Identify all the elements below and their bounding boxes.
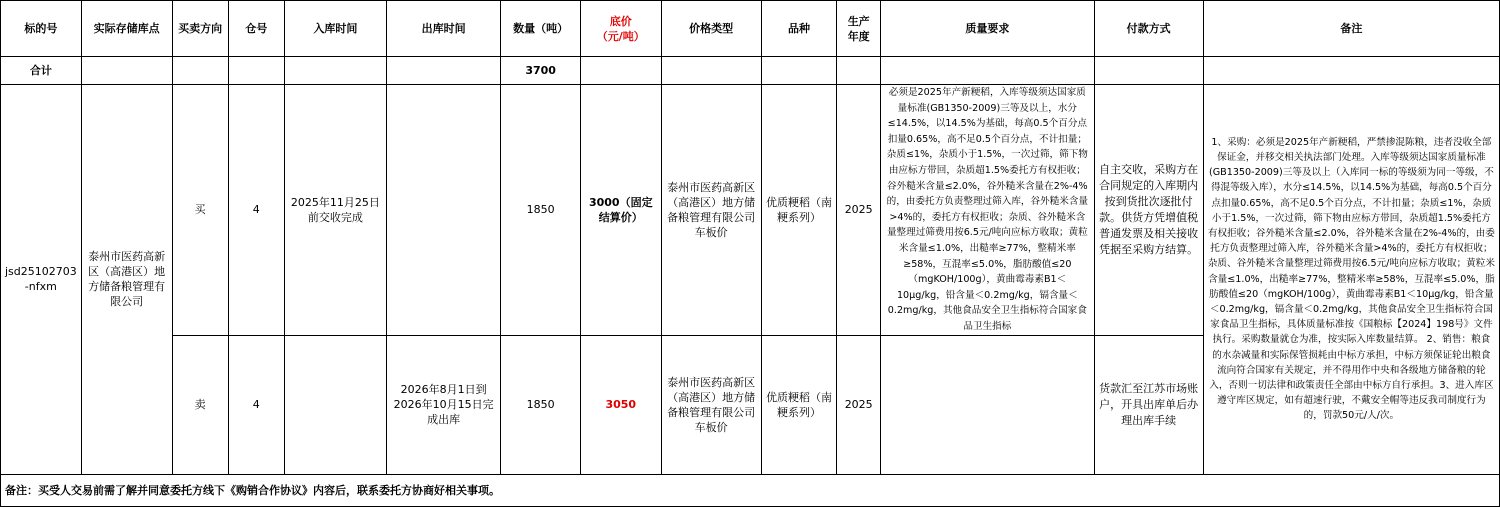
buy-row: [1, 85, 1500, 336]
buy-bin-no: 4: [228, 85, 284, 336]
header-variety: 品种: [761, 1, 837, 57]
total-empty-cell: [1203, 57, 1499, 85]
total-empty-cell: [386, 57, 500, 85]
header-in-time: 入库时间: [284, 1, 386, 57]
quality-requirements: 必须是2025年产新粳稻，入库等级须达国家质量标准(GB1350-2009)三等及以上，水分≤14.5%，以14.5%为基础，每高0.5个百分点扣量0.65%，高不足0.5个百分点，不计扣量；杂质≤1%，杂质小于1.5%，一次过筛，筛下物由应标方带回，杂质超1.5%委托方有权拒收；谷外糙米含量≤2.0%，谷外糙米含量在2%-4%的，由委托方负责整理过筛入库，谷外糙米含量>4%的，委托方有权拒收；杂质、谷外糙米含量整理过筛费用按6.5元/吨向应标方收取；黄粒米含量≤1.0%，出糙率≥77%，整精米率≥58%，互混率≤5.0%，脂肪酸值≤20（mgKOH/100g），黄曲霉毒素B1＜10μg/kg，铅含量＜0.2mg/kg，镉含量＜0.2mg/kg，其他食品安全卫生指标符合国家食品卫生指标: [881, 85, 1094, 336]
footer-note: 备注：买受人交易前需了解并同意委托方线下《购销合作协议》内容后，联系委托方协商好相关事项。: [1, 474, 1500, 506]
header-quality: 质量要求: [881, 1, 1094, 57]
total-empty-cell: [580, 57, 661, 85]
header-out-time: 出库时间: [386, 1, 500, 57]
total-label: 合计: [1, 57, 82, 85]
total-empty-cell: [761, 57, 837, 85]
header-prod-year-line1: 生产: [847, 14, 870, 28]
header-prod-year-line2: 年度: [847, 29, 870, 43]
sell-in-time: [284, 335, 386, 474]
buy-direction: 买: [172, 85, 228, 336]
total-empty-cell: [661, 57, 761, 85]
header-quantity: 数量（吨）: [501, 1, 581, 57]
buy-variety: 优质粳稻（南粳系列）: [761, 85, 837, 336]
header-warehouse: 实际存储库点: [81, 1, 172, 57]
remarks: 1、采购：必须是2025年产新粳稻，严禁掺混陈粮，违者没收全部保证金，并移交相关执法部门处理。入库等级须达国家质量标准(GB1350-2009)三等及以上（入库同一标的等级须为同一等级，不得混等级入库），水分≤14.5%，以14.5%为基础，每高0.5个百分点扣量0.65%，高不足0.5个百分点，不计扣量；杂质≤1%，杂质小于1.5%，一次过筛，筛下物由应标方带回，杂质超1.5%委托方有权拒收；谷外糙米含量≤2.0%，谷外糙米含量在2%-4%的，由委托方负责整理过筛入库，谷外糙米含量>4%的，委托方有权拒收；杂质、谷外糙米含量整理过筛费用按6.5元/吨向应标方收取；黄粒米含量≤1.0%，出糙率≥77%，整精米率≥58%，互混率≤5.0%，脂肪酸值≤20（mgKOH/100g），黄曲霉毒素B1＜10μg/kg，铅含量＜0.2mg/kg，镉含量＜0.2mg/kg，其他食品安全卫生指标符合国家食品卫生指标，具体质量标准按《国粮标【2024】198号》文件执行。采购数量就仓为准，按实际入库数量结算。 2、销售：粮食的水杂减量和实际保管损耗由中标方承担，中标方须保证轮出粮食流向符合国家有关规定，并不得用作中央和各级地方储备粮的轮入，否则一切法律和政策责任全部由中标方自行承担。3、进入库区遵守库区规定，如有超速行驶，不戴安全帽等违反我司制度行为的，罚款50元/人/次。: [1203, 85, 1499, 475]
footer-row: [1, 474, 1500, 506]
sell-base-price: 3050: [580, 335, 661, 474]
header-base-price-line1: 底价: [609, 14, 632, 28]
total-quantity: 3700: [501, 57, 581, 85]
sell-quantity: 1850: [501, 335, 581, 474]
sell-bin-no: 4: [228, 335, 284, 474]
buy-base-price: 3000（固定结算价）: [580, 85, 661, 336]
buy-quantity: 1850: [501, 85, 581, 336]
total-row: [1, 57, 1500, 85]
sell-price-type: 泰州市医药高新区（高港区）地方储备粮管理有限公司车板价: [661, 335, 761, 474]
sell-out-time: 2026年8月1日到2026年10月15日完成出库: [386, 335, 500, 474]
buy-in-time: 2025年11月25日前交收完成: [284, 85, 386, 336]
total-empty-cell: [81, 57, 172, 85]
total-empty-cell: [172, 57, 228, 85]
sell-quality-empty: [881, 335, 1094, 474]
header-base-price: [580, 1, 661, 57]
header-direction: 买卖方向: [172, 1, 228, 57]
buy-price-type: 泰州市医药高新区（高港区）地方储备粮管理有限公司车板价: [661, 85, 761, 336]
sell-direction: 卖: [172, 335, 228, 474]
sell-variety: 优质粳稻（南粳系列）: [761, 335, 837, 474]
sell-prod-year: 2025: [837, 335, 881, 474]
header-row: [1, 1, 1500, 57]
total-empty-cell: [228, 57, 284, 85]
header-base-price-line2: （元/吨）: [596, 29, 645, 43]
total-empty-cell: [1094, 57, 1203, 85]
header-lot-no: 标的号: [1, 1, 82, 57]
total-empty-cell: [837, 57, 881, 85]
header-remarks: 备注: [1203, 1, 1499, 57]
buy-prod-year: 2025: [837, 85, 881, 336]
total-empty-cell: [284, 57, 386, 85]
warehouse: 泰州市医药高新区（高港区）地方储备粮管理有限公司: [81, 85, 172, 475]
total-empty-cell: [881, 57, 1094, 85]
buy-payment: 自主交收，采购方在合同规定的入库期内按到货批次逐批付款。供货方凭增值税普通发票及相关接收凭据至采购方结算。: [1094, 85, 1203, 336]
buy-out-time: [386, 85, 500, 336]
header-payment: 付款方式: [1094, 1, 1203, 57]
header-price-type: 价格类型: [661, 1, 761, 57]
header-prod-year: [837, 1, 881, 57]
lot-no: jsd25102703-nfxm: [1, 85, 82, 475]
header-bin-no: 仓号: [228, 1, 284, 57]
sell-payment: 货款汇至江苏市场账户，开具出库单后办理出库手续: [1094, 335, 1203, 474]
